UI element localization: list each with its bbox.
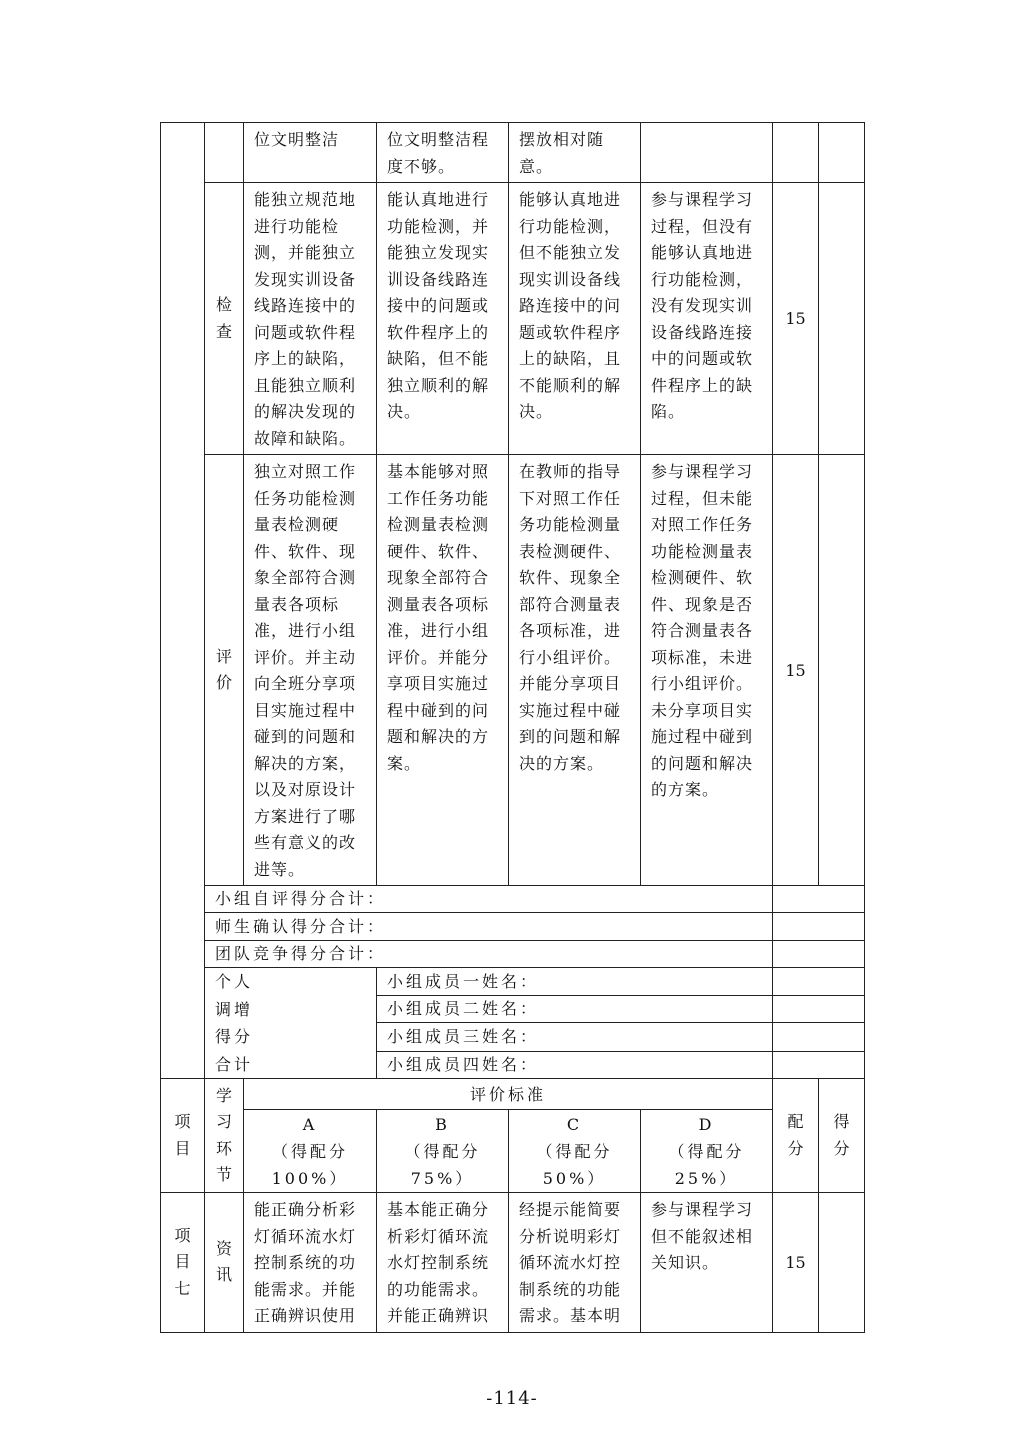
team-compete-total-value (773, 941, 865, 968)
table-row-eval (161, 455, 865, 886)
header-obtained: 得 分 (819, 1079, 865, 1193)
info-obtained (819, 1193, 865, 1333)
member-4-label: 小组成员四姓名： (377, 1051, 773, 1078)
stage-cell-check: 检 查 (205, 183, 244, 455)
eval-score: 15 (773, 455, 819, 886)
info-level-a: 能正确分析彩灯循环流水灯控制系统的功能需求。并能正确辨识使用 (244, 1193, 377, 1333)
table-row-check (161, 183, 865, 455)
header-level-a: A （得配分 100%） (244, 1110, 377, 1193)
header-row-top (161, 1079, 865, 1110)
tidy-score (773, 123, 819, 183)
eval-level-a: 独立对照工作任务功能检测量表检测硬件、软件、现象全部符合测量表各项标准，进行小组评价。并主动向全班分享项目实施过程中碰到的问题和解决的方案，以及对原设计方案进行了哪些有意义的改进等。 (244, 455, 377, 886)
tidy-level-d (641, 123, 773, 183)
stage-cell-eval: 评 价 (205, 455, 244, 886)
info-level-b: 基本能正确分析彩灯循环流水灯控制系统的功能需求。并能正确辨识 (377, 1193, 509, 1333)
tidy-level-c: 摆放相对随意。 (509, 123, 641, 183)
self-eval-total-label: 小组自评得分合计： (205, 886, 773, 913)
table-row-tidy (161, 123, 865, 183)
teacher-confirm-total-value (773, 913, 865, 941)
summary-row-self (161, 886, 865, 913)
member-1-label: 小组成员一姓名： (377, 968, 773, 996)
header-criteria: 评价标准 (244, 1079, 773, 1110)
tidy-level-a: 位文明整洁 (244, 123, 377, 183)
tidy-level-b: 位文明整洁程度不够。 (377, 123, 509, 183)
member-3-value (773, 1023, 865, 1051)
header-level-c: C （得配分 50%） (509, 1110, 641, 1193)
stage-cell-empty (205, 123, 244, 183)
teacher-confirm-total-label: 师生确认得分合计： (205, 913, 773, 941)
info-level-d: 参与课程学习但不能叙述相关知识。 (641, 1193, 773, 1333)
member-row-1 (161, 968, 865, 996)
info-score: 15 (773, 1193, 819, 1333)
check-score: 15 (773, 183, 819, 455)
summary-row-teacher (161, 913, 865, 941)
self-eval-total-value (773, 886, 865, 913)
check-level-a: 能独立规范地进行功能检测，并能独立发现实训设备线路连接中的问题或软件程序上的缺陷，且能独立顺利的解决发现的故障和缺陷。 (244, 183, 377, 455)
project-cell-continued (161, 123, 205, 1079)
individual-adjust-label: 个人 调增 得分 合计 (205, 968, 377, 1079)
check-level-d: 参与课程学习过程，但没有能够认真地进行功能检测，没有发现实训设备线路连接中的问题或软件程序上的缺陷。 (641, 183, 773, 455)
check-obtained (819, 183, 865, 455)
header-level-d: D （得配分 25%） (641, 1110, 773, 1193)
eval-level-c: 在教师的指导下对照工作任务功能检测量表检测硬件、软件、现象全部符合测量表各项标准，进行小组评价。并能分享项目实施过程中碰到的问题和解决的方案。 (509, 455, 641, 886)
project7-label: 项 目 七 (161, 1193, 205, 1333)
evaluation-table (160, 122, 865, 1333)
summary-row-team (161, 941, 865, 968)
header-allocated: 配 分 (773, 1079, 819, 1193)
team-compete-total-label: 团队竞争得分合计： (205, 941, 773, 968)
eval-level-d: 参与课程学习过程，但未能对照工作任务功能检测量表检测硬件、软件、现象是否符合测量表各项标准，未进行小组评价。未分享项目实施过程中碰到的问题和解决的方案。 (641, 455, 773, 886)
member-2-label: 小组成员二姓名： (377, 996, 773, 1023)
member-2-value (773, 996, 865, 1023)
check-level-b: 能认真地进行功能检测，并能独立发现实训设备线路连接中的问题或软件程序上的缺陷，但不能独立顺利的解决。 (377, 183, 509, 455)
header-row-levels (161, 1110, 865, 1193)
project7-row-info (161, 1193, 865, 1333)
member-4-value (773, 1051, 865, 1078)
tidy-obtained (819, 123, 865, 183)
project7-stage-info: 资 讯 (205, 1193, 244, 1333)
header-project: 项 目 (161, 1079, 205, 1193)
header-level-b: B （得配分 75%） (377, 1110, 509, 1193)
info-level-c: 经提示能简要分析说明彩灯循环流水灯控制系统的功能需求。基本明 (509, 1193, 641, 1333)
member-1-value (773, 968, 865, 996)
page-number: -114- (486, 1388, 538, 1409)
eval-obtained (819, 455, 865, 886)
check-level-c: 能够认真地进行功能检测，但不能独立发现实训设备线路连接中的问题或软件程序上的缺陷，且不能顺利的解决。 (509, 183, 641, 455)
header-stage: 学 习 环 节 (205, 1079, 244, 1193)
member-3-label: 小组成员三姓名： (377, 1023, 773, 1051)
eval-level-b: 基本能够对照工作任务功能检测量表检测硬件、软件、现象全部符合测量表各项标准，进行小组评价。并能分享项目实施过程中碰到的问题和解决的方案。 (377, 455, 509, 886)
